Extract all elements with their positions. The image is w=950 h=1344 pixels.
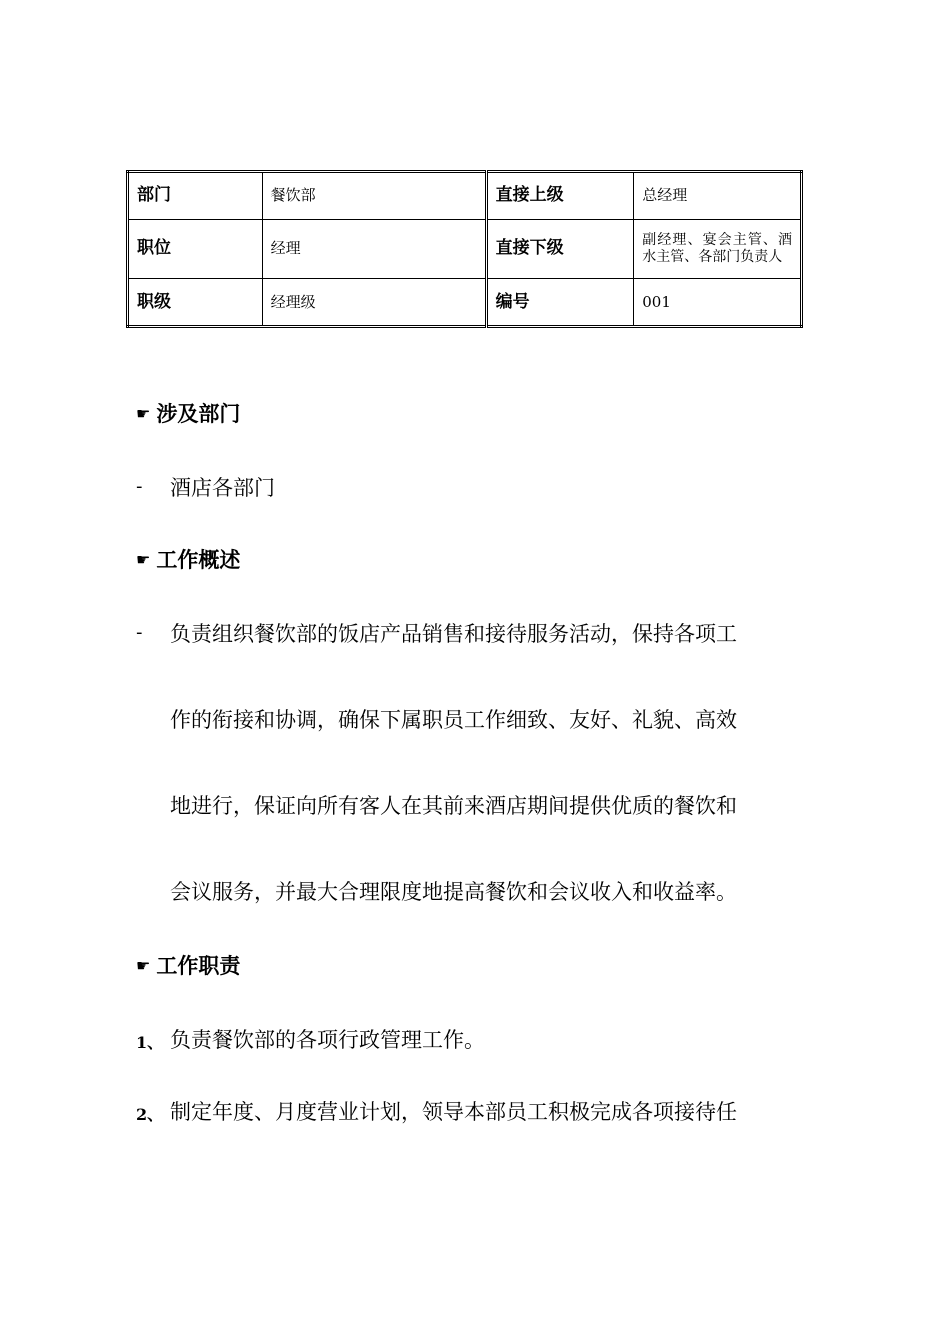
section-title: 工作职责 xyxy=(156,954,241,978)
list-item: 负责餐饮部的各项行政管理工作。 xyxy=(170,1028,485,1052)
value-position: 经理 xyxy=(262,219,486,278)
section-title: 工作概述 xyxy=(156,548,241,572)
paragraph-line: 负责组织餐饮部的饭店产品销售和接待服务活动，保持各项工 xyxy=(170,622,737,646)
pointing-hand-icon: ☛ xyxy=(136,955,151,975)
value-grade: 经理级 xyxy=(262,279,486,327)
value-direct-subordinates: 副经理、宴会主管、酒水主管、各部门负责人 xyxy=(634,219,802,278)
label-grade: 职级 xyxy=(128,279,263,327)
pointing-hand-icon: ☛ xyxy=(136,403,151,423)
list-number: 1、 xyxy=(136,1033,164,1052)
list-number: 2、 xyxy=(136,1105,164,1124)
paragraph-line: 会议服务，并最大合理限度地提高餐饮和会议收入和收益率。 xyxy=(170,880,737,904)
job-info-table xyxy=(126,170,803,328)
section-heading-departments xyxy=(136,398,240,428)
list-item: 制定年度、月度营业计划，领导本部员工积极完成各项接待任 xyxy=(170,1100,737,1124)
section-heading-overview xyxy=(136,544,240,574)
label-department: 部门 xyxy=(128,172,263,220)
bullet-dash: - xyxy=(136,476,143,497)
value-direct-superior: 总经理 xyxy=(634,172,802,220)
section-title: 涉及部门 xyxy=(156,402,241,426)
table-row xyxy=(128,219,802,278)
section-heading-duties xyxy=(136,950,240,980)
table-row xyxy=(128,172,802,220)
paragraph-line: 作的衔接和协调，确保下属职员工作细致、友好、礼貌、高效 xyxy=(170,708,737,732)
label-position: 职位 xyxy=(128,219,263,278)
label-number: 编号 xyxy=(486,279,634,327)
table-row xyxy=(128,279,802,327)
bullet-dash: - xyxy=(136,622,143,643)
pointing-hand-icon: ☛ xyxy=(136,549,151,569)
label-direct-subordinates: 直接下级 xyxy=(486,219,634,278)
list-item: 酒店各部门 xyxy=(170,476,275,500)
value-department: 餐饮部 xyxy=(262,172,486,220)
label-direct-superior: 直接上级 xyxy=(486,172,634,220)
value-number: 001 xyxy=(634,279,802,327)
paragraph-line: 地进行，保证向所有客人在其前来酒店期间提供优质的餐饮和 xyxy=(170,794,737,818)
